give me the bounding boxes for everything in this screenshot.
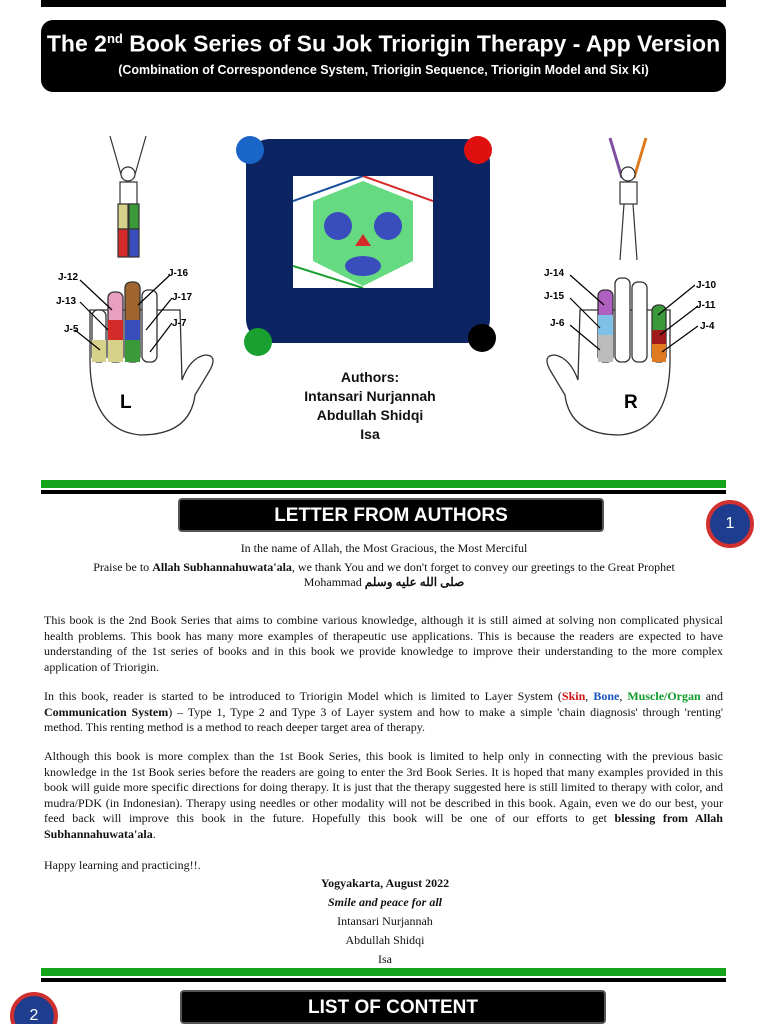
- red-dot-icon: [464, 136, 492, 164]
- book-title: The 2nd Book Series of Su Jok Triorigin Therapy - App Version: [46, 30, 721, 57]
- top-rule: [41, 0, 726, 7]
- sign-place: Yogyakarta, August 2022: [320, 876, 450, 890]
- divider-black: [41, 978, 726, 982]
- green-dot-icon: [244, 328, 272, 356]
- right-label-2: J-6: [550, 318, 565, 329]
- left-label-4: J-17: [172, 292, 193, 303]
- right-label-4: J-11: [696, 300, 716, 311]
- left-label-3: J-16: [168, 268, 189, 279]
- right-hand-illustration: [540, 130, 730, 450]
- book-subtitle: (Combination of Correspondence System, Triorigin Sequence, Triorigin Model and Six Ki): [118, 62, 649, 77]
- author-name: Isa: [360, 426, 380, 442]
- letter-paragraph: In this book, reader is started to be introduced to Triorigin Model which is limited to Layer System (Skin, Bone, Muscle/Organ and Communication System) – Type 1, Type 2 and Type 3 of Layer system and how to make a simple 'chain diagnosis' through 'renting' method. This renting method is a method to reach deeper target area of therapy.: [44, 689, 724, 734]
- greeting-line: In the name of Allah, the Most Gracious, the Most Merciful: [240, 541, 528, 555]
- right-label-5: J-4: [700, 321, 715, 332]
- left-figure-icon: [110, 136, 146, 257]
- divider-black: [41, 490, 726, 494]
- page-number-badge: 1: [706, 500, 754, 548]
- author-name: Intansari Nurjannah: [304, 388, 436, 404]
- right-figure-icon: [610, 138, 646, 260]
- right-label-1: J-15: [544, 291, 565, 302]
- sign-name: Isa: [378, 952, 392, 966]
- left-label-0: J-12: [58, 272, 79, 283]
- authors-heading: Authors:: [340, 369, 400, 385]
- letter-paragraph: This book is the 2nd Book Series that aims to combine various knowledge, although it is still aimed at solving non complicated physical health problems. This book has many more examples of therapeutic use applications. This is because the readers are expected to have understanding of the 1st series of books and in this book we provide knowledge to improve their understanding to the more complex application of Triorigin.: [44, 613, 723, 674]
- sign-name: Intansari Nurjannah: [337, 914, 433, 928]
- left-hand-letter: L: [120, 392, 132, 413]
- right-label-3: J-10: [696, 280, 717, 291]
- right-hand-letter: R: [624, 392, 638, 413]
- page-number-badge: 2: [10, 992, 58, 1024]
- sign-motto: Smile and peace for all: [328, 895, 442, 909]
- list-of-content-heading: LIST OF CONTENT: [180, 990, 606, 1024]
- sign-name: Abdullah Shidqi: [345, 933, 425, 947]
- letter-heading: LETTER FROM AUTHORS: [178, 498, 604, 532]
- left-label-1: J-13: [56, 296, 77, 307]
- authors-block: [270, 368, 470, 444]
- triorigin-model-icon: [293, 176, 433, 288]
- divider-green: [41, 480, 726, 488]
- right-label-0: J-14: [544, 268, 565, 279]
- title-banner: [41, 20, 726, 92]
- black-dot-icon: [468, 324, 496, 352]
- blue-dot-icon: [236, 136, 264, 164]
- greeting-line: Mohammad صلى الله عليه وسلم: [303, 575, 465, 589]
- greeting-line: Praise be to Allah Subhannahuwata'ala, we thank You and we don't forget to convey our greetings to the Great Prophet: [93, 560, 675, 574]
- divider-green: [41, 968, 726, 976]
- signature-block: [240, 874, 530, 969]
- left-hand-illustration: [50, 130, 220, 450]
- left-label-5: J-7: [172, 318, 187, 329]
- triorigin-diagram: [293, 176, 433, 288]
- letter-paragraph: Although this book is more complex than the 1st Book Series, this book is limited to help only in connecting with the previous basic knowledge in the 1st Book series before the readers are going to enter the 3rd Book Series. It is hoped that many examples provided in this book will guide more specific directions for doing therapy. It is just that the therapy suggested here is still limited to therapy with color, and mudra/PDK (in Indonesian). Therapy using needles or other modality will not be described in this book. Again, even we do our best, your feed back will improve this book in the future. Hopefully this book will be one of our efforts to get blessing from Allah Subhannahuwata'ala.: [44, 749, 723, 841]
- letter-paragraph: Happy learning and practicing!!.: [44, 858, 201, 872]
- author-name: Abdullah Shidqi: [316, 407, 424, 423]
- left-label-2: J-5: [64, 324, 79, 335]
